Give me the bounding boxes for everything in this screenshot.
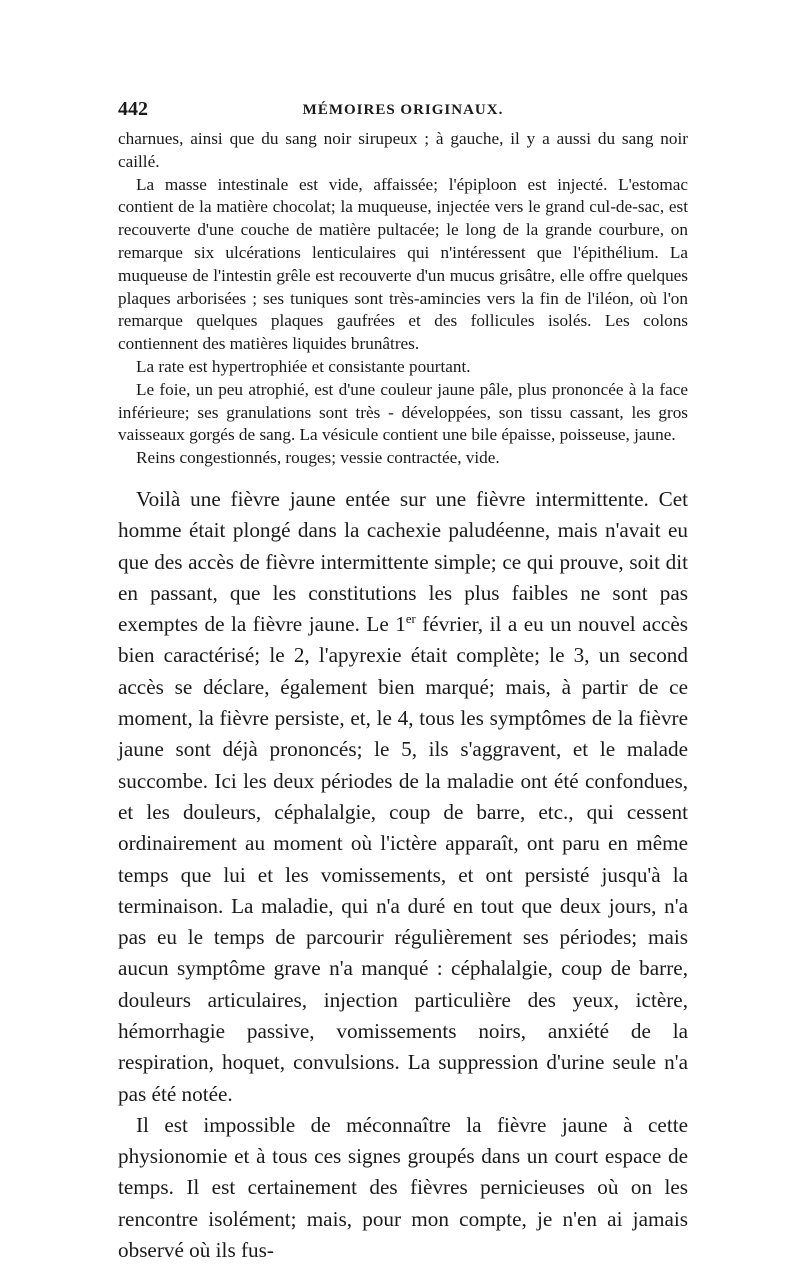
paragraph-liver: Le foie, un peu atrophié, est d'une couleur jaune pâle, plus prononcée à la face inférieure; ses granulations sont très - développées, son tissu cassant, les gros vaisseaux gorgés de sang. La vésicule contient une bile épaisse, poisseuse, jaune. — [118, 379, 688, 445]
paragraph-text-part-1: Voilà une fièvre jaune entée sur une fièvre intermittente. Cet homme était plongé dans la cachexie paludéenne, mais n'avait eu que des accès de fièvre intermittente simple; ce qui prouve, soit dit en passant, que les constitutions les plus faibles ne sont pas exemptes de la fièvre jaune. Le 1 — [118, 486, 688, 637]
paragraph-intestines-stomach: La masse intestinale est vide, affaissée; l'épiploon est injecté. L'estomac contient de la matière chocolat; la muqueuse, injectée vers le grand cul-de-sac, est recouverte d'une couche de matière pultacée; le long de la grande courbure, on remarque six ulcérations lenticulaires qui n'intéressent que l'épithélium. La muqueuse de l'intestin grêle est recouverte d'un mucus grisâtre, elle offre quelques plaques arborisées ; ses tuniques sont très-amincies vers la fin de l'iléon, où l'on remarque quelques plaques gaufrées et des follicules isolés. Les colons contiennent des matières liquides brunâtres. — [118, 174, 688, 354]
page-number: 442 — [118, 98, 148, 120]
paragraph-yellow-fever-discussion — [118, 484, 688, 1110]
paragraph-continuation: charnues, ainsi que du sang noir sirupeux ; à gauche, il y a aussi du sang noir caillé. — [118, 129, 688, 171]
paragraph-spleen: La rate est hypertrophiée et consistante pourtant. — [136, 356, 471, 376]
ordinal-superscript: er — [405, 612, 416, 627]
commentary — [118, 484, 688, 1266]
paragraph-kidneys: Reins congestionnés, rouges; vessie contractée, vide. — [136, 448, 500, 468]
book-page — [118, 96, 688, 1266]
autopsy-notes — [118, 128, 688, 470]
paragraph-diagnosis: Il est impossible de méconnaître la fièvre jaune à cette physionomie et à tous ces signes groupés dans un court espace de temps. Il est certainement des fièvres pernicieuses où on les rencontre isolément; mais, pour mon compte, je n'en ai jamais observé où ils fus- — [118, 1112, 688, 1263]
running-title: MÉMOIRES ORIGINAUX. — [302, 102, 504, 118]
paragraph-text-part-2: février, il a eu un nouvel accès bien caractérisé; le 2, l'apyrexie était complète; le 3, un second accès se déclare, également bien marqué; mais, à partir de ce moment, la fièvre persiste, et, le 4, tous les symptômes de la fièvre jaune sont déjà prononcés; le 5, ils s'aggravent, et le malade succombe. Ici les deux périodes de la maladie ont été confondues, et les douleurs, céphalalgie, coup de barre, etc., qui cessent ordinairement au moment où l'ictère apparaît, ont paru en même temps que lui et les vomissements, et ont persisté jusqu'à la terminaison. La maladie, qui n'a duré en tout que deux jours, n'a pas eu le temps de parcourir régulièrement ses périodes; mais aucun symptôme grave n'a manqué : céphalalgie, coup de barre, douleurs articulaires, injection particulière des yeux, ictère, hémorrhagie passive, vomissements noirs, anxiété de la respiration, hoquet, convulsions. La suppression d'urine seule n'a pas été notée. — [118, 612, 688, 1106]
running-head — [118, 96, 688, 124]
